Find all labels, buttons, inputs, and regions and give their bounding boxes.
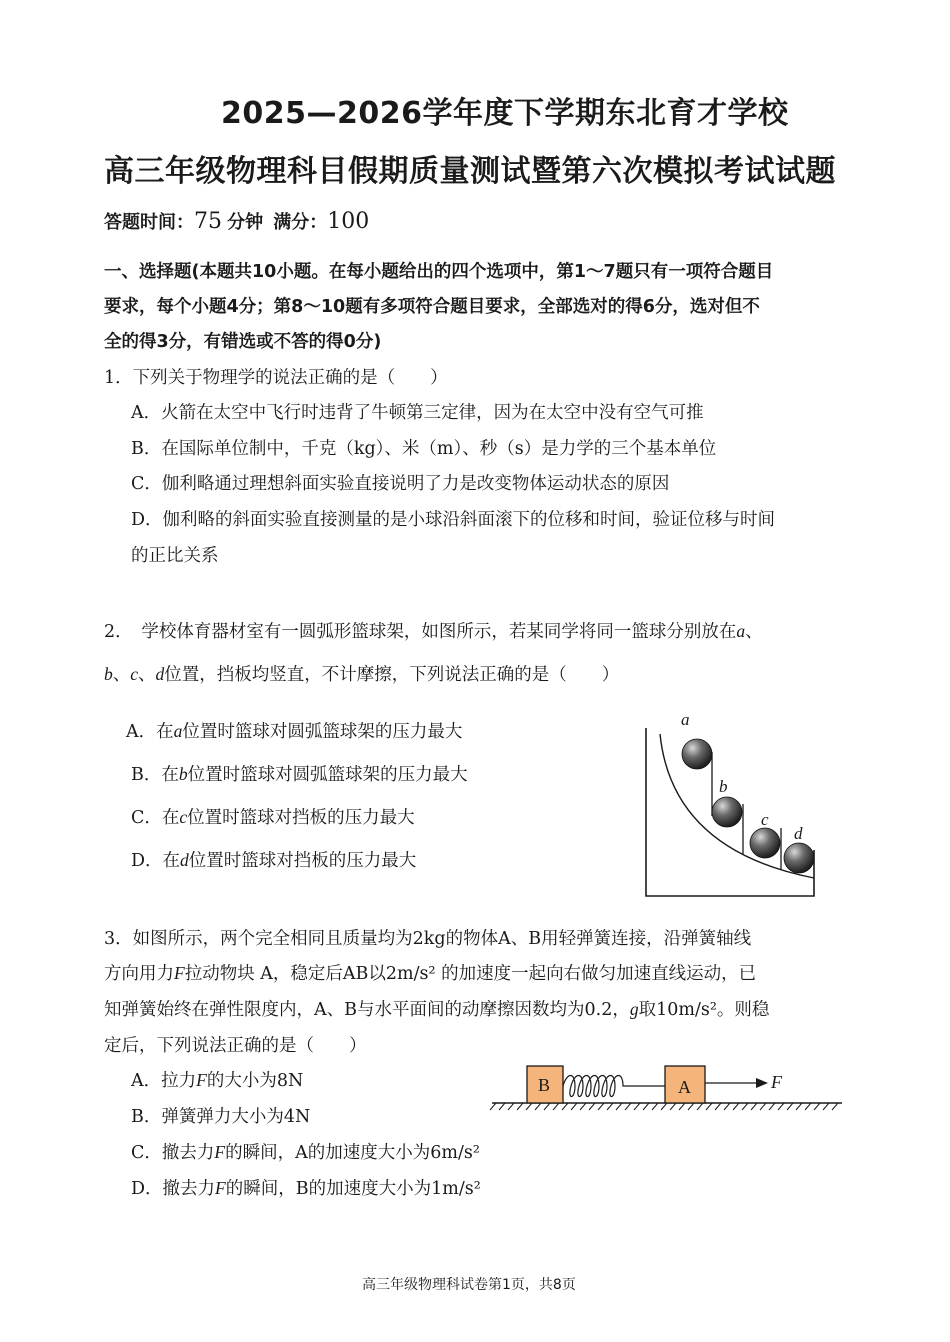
q3-option-d-prefix: D．撤去力 (131, 1179, 216, 1199)
q1-option-c: C．伽利略通过理想斜面实验直接说明了力是改变物体运动状态的原因 (131, 474, 670, 494)
hatch-mark (814, 1103, 820, 1110)
hatch-mark (508, 1103, 514, 1110)
q3-option-a-var: F (196, 1070, 207, 1090)
q3-option-c-text: 的瞬间，A的加速度大小为6m/s² (225, 1143, 480, 1163)
hatch-mark (643, 1103, 649, 1110)
q2-stem-sep-1: 、 (112, 665, 131, 685)
label-a: a (681, 710, 690, 729)
hatch-mark (499, 1103, 505, 1110)
hatch-mark (724, 1103, 730, 1110)
hatch-mark (769, 1103, 775, 1110)
time-value: 75 (194, 209, 222, 234)
q3-line2-text: 拉动物块 A，稳定后AB以2m/s² 的加速度一起向右做匀加速直线运动，已 (184, 964, 757, 984)
hatch-mark (544, 1103, 550, 1110)
section1-heading-line1: 一、选择题(本题共10小题。在每小题给出的四个选项中，第1～7题只有一项符合题目 (104, 262, 774, 282)
q2-option-a (126, 718, 462, 743)
hatch-mark (823, 1103, 829, 1110)
time-unit: 分钟 (227, 212, 264, 233)
force-arrow-head (756, 1078, 768, 1088)
q2-option-b-text: 位置时篮球对圆弧篮球架的压力最大 (187, 765, 468, 785)
hatch-mark (553, 1103, 559, 1110)
q2-stem-text: 2． 学校体育器材室有一圆弧形篮球架，如图所示，若某同学将同一篮球分别放在 (104, 622, 737, 642)
q3-option-b: B．弹簧弹力大小为4N (131, 1107, 311, 1127)
q2-stem-sep-2: 、 (138, 665, 156, 685)
force-label: F (771, 1072, 782, 1092)
hatch-mark (598, 1103, 604, 1110)
hatch-mark (589, 1103, 595, 1110)
q3-option-d (131, 1175, 481, 1200)
hatch-mark (571, 1103, 577, 1110)
label-c: c (761, 810, 769, 829)
ball-c (750, 828, 780, 858)
q2-option-a-prefix: A．在 (126, 722, 174, 742)
q3-stem-line3 (104, 996, 769, 1021)
ball-d (784, 843, 814, 873)
hatch-mark (706, 1103, 712, 1110)
title-line-1: 2025—2026学年度下学期东北育才学校 (221, 96, 789, 131)
title-line-2: 高三年级物理科目假期质量测试暨第六次模拟考试试题 (104, 154, 836, 189)
q2-option-a-var: a (173, 721, 183, 741)
q3-line2-prefix: 方向用力 (104, 964, 174, 984)
q3-line3-text: 取10m/s²。则稳 (638, 1000, 770, 1020)
ball-a (682, 739, 712, 769)
q2-rack-figure (630, 700, 830, 905)
q3-stem-line2 (104, 960, 756, 985)
ball-b (712, 797, 742, 827)
block-b-label: B (538, 1075, 551, 1095)
q2-option-d (131, 847, 416, 872)
hatch-mark (652, 1103, 658, 1110)
q2-stem-var-d: d (155, 664, 165, 684)
q1-option-d-line1: D．伽利略的斜面实验直接测量的是小球沿斜面滚下的位移和时间，验证位移与时间 (131, 510, 776, 530)
hatch-mark (778, 1103, 784, 1110)
q3-stem-line4: 定后，下列说法正确的是（ ） (104, 1036, 367, 1056)
q2-option-b (131, 761, 468, 786)
q2-option-b-var: b (178, 764, 188, 784)
q2-option-b-prefix: B．在 (131, 765, 179, 785)
q3-option-c (131, 1139, 480, 1164)
hatch-mark (670, 1103, 676, 1110)
score-value: 100 (327, 209, 370, 234)
hatch-mark (634, 1103, 640, 1110)
hatch-mark (715, 1103, 721, 1110)
q2-option-d-prefix: D．在 (131, 851, 181, 871)
q2-stem-var-b: b (104, 664, 113, 684)
q3-option-a (131, 1067, 303, 1092)
hatch-mark (679, 1103, 685, 1110)
label-d: d (794, 824, 803, 843)
hatch-mark (625, 1103, 631, 1110)
block-a-label: A (678, 1077, 691, 1097)
hatch-mark (805, 1103, 811, 1110)
q2-option-d-var: d (180, 850, 189, 870)
q3-line2-var-f: F (174, 963, 185, 983)
ground-hatch (490, 1103, 838, 1110)
q3-option-d-var: F (215, 1178, 226, 1198)
hatch-mark (517, 1103, 523, 1110)
hatch-mark (607, 1103, 613, 1110)
q1-option-d-line2: 的正比关系 (131, 546, 219, 566)
q2-stem-var-a: a (736, 621, 746, 641)
label-b: b (719, 777, 728, 796)
q2-stem-sep: 、 (745, 622, 763, 642)
q2-option-c-var: c (179, 807, 188, 827)
spring (563, 1076, 665, 1097)
hatch-mark (490, 1103, 496, 1110)
hatch-mark (688, 1103, 694, 1110)
hatch-mark (787, 1103, 793, 1110)
q3-spring-figure (488, 1060, 848, 1120)
section1-heading-line3: 全的得3分，有错选或不答的得0分) (104, 332, 382, 352)
hatch-mark (760, 1103, 766, 1110)
page-footer: 高三年级物理科试卷第1页，共8页 (362, 1277, 576, 1293)
score-label: 满分： (273, 212, 328, 233)
q3-stem-line1: 3．如图所示，两个完全相同且质量均为2kg的物体A、B用轻弹簧连接，沿弹簧轴线 (104, 929, 752, 949)
q2-option-c-prefix: C．在 (131, 808, 180, 828)
q3-option-d-text: 的瞬间，B的加速度大小为1m/s² (225, 1179, 481, 1199)
q2-option-d-text: 位置时篮球对挡板的压力最大 (188, 851, 417, 871)
hatch-mark (616, 1103, 622, 1110)
q3-line3-var-g: g (629, 999, 639, 1019)
q2-stem-line1 (104, 618, 763, 643)
hatch-mark (697, 1103, 703, 1110)
q1-stem: 1．下列关于物理学的说法正确的是（ ） (104, 368, 448, 388)
time-label: 答题时间： (104, 212, 194, 233)
hatch-mark (661, 1103, 667, 1110)
q3-option-a-text: 的大小为8N (206, 1071, 304, 1091)
q2-stem-text-2: 位置，挡板均竖直，不计摩擦，下列说法正确的是（ ） (164, 665, 620, 685)
q3-line3-prefix: 知弹簧始终在弹性限度内，A、B与水平面间的动摩擦因数均为0.2， (104, 1000, 630, 1020)
hatch-mark (742, 1103, 748, 1110)
hatch-mark (526, 1103, 532, 1110)
q3-option-a-prefix: A．拉力 (131, 1071, 197, 1091)
exam-meta (104, 208, 369, 234)
hatch-mark (535, 1103, 541, 1110)
hatch-mark (733, 1103, 739, 1110)
q2-option-c-text: 位置时篮球对挡板的压力最大 (187, 808, 415, 828)
hatch-mark (796, 1103, 802, 1110)
q2-stem-line2 (104, 661, 619, 686)
q1-option-b: B．在国际单位制中，千克（kg）、米（m）、秒（s）是力学的三个基本单位 (131, 439, 717, 459)
q2-stem-var-c: c (130, 664, 139, 684)
q3-option-c-prefix: C．撤去力 (131, 1143, 215, 1163)
q2-option-a-text: 位置时篮球对圆弧篮球架的压力最大 (182, 722, 463, 742)
hatch-mark (562, 1103, 568, 1110)
q1-option-a: A．火箭在太空中飞行时违背了牛顿第三定律，因为在太空中没有空气可推 (131, 403, 704, 423)
hatch-mark (832, 1103, 838, 1110)
hatch-mark (580, 1103, 586, 1110)
q3-option-c-var: F (214, 1142, 226, 1162)
hatch-mark (751, 1103, 757, 1110)
q2-option-c (131, 804, 415, 829)
section1-heading-line2: 要求，每个小题4分；第8～10题有多项符合题目要求，全部选对的得6分，选对但不 (104, 297, 760, 317)
